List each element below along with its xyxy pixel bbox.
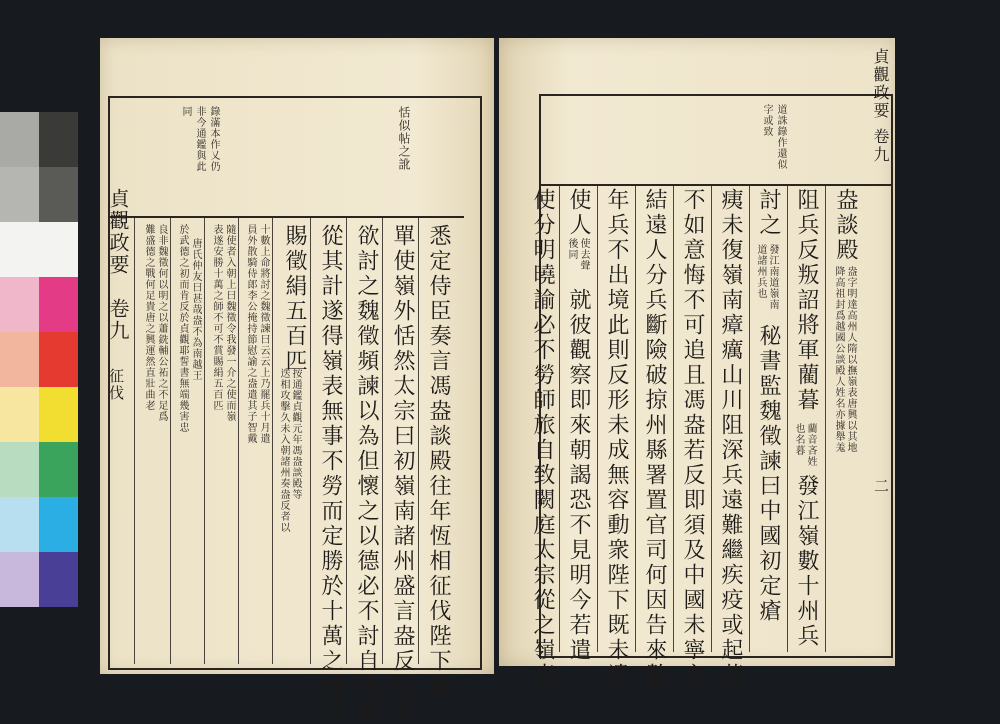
left-commentary-10: 難盛德之戰何足貴唐之興運然直壯曲老 [143, 224, 154, 411]
left-header-note-3: 非今通鑑與此 [194, 106, 205, 172]
left-text-column-2: 單使嶺外恬然太宗曰初嶺南諸州盛言盎反朕必 [390, 224, 415, 724]
right-text-column-5: 不如意悔不可追且馮盎若反即須及中國未寧交 [680, 188, 705, 688]
left-commentary-7: 唐氏仲友曰甚哉盎不為南越王 [190, 238, 201, 381]
color-swatch [0, 112, 39, 167]
column-rule [238, 218, 239, 664]
left-center-volume: 卷九 [106, 298, 130, 342]
color-swatch [0, 442, 39, 497]
column-rule [711, 186, 712, 652]
column-rule [272, 218, 273, 664]
column-rule [825, 186, 826, 652]
color-swatch [39, 332, 78, 387]
right-inline-note-3a: 發江南道嶺南 [767, 244, 778, 310]
right-page [499, 38, 895, 688]
column-rule [134, 218, 135, 664]
right-inline-note-1a: 盎字明達高州人隋以撫嶺表唐興以其地 [845, 266, 856, 453]
right-text-column-2: 阻兵反叛詔將軍藺暮 [794, 188, 819, 413]
right-inline-note-8a: 使去聲 [578, 238, 589, 271]
column-rule [749, 186, 750, 652]
left-commentary-8: 於武德之初而肯反於貞觀耶誓書無端幾害忠 [177, 224, 188, 433]
left-commentary-4: 員外散騎侍郎李公掩持節慰諭之盎遣其子智戴 [245, 224, 256, 444]
color-swatch [0, 387, 39, 442]
left-text-column-1: 悉定侍臣奏言馮盎談殿往年恆相征伐陛下發一 [426, 224, 451, 724]
right-text-column-7: 年兵不出境此則反形未成無容動衆陛下既未遣 [604, 188, 629, 688]
color-swatch [39, 112, 78, 167]
right-text-column-2-tail: 發江嶺數十州兵 [794, 474, 819, 649]
left-header-rule [108, 216, 464, 218]
color-swatch [0, 497, 39, 552]
color-swatch [39, 222, 78, 277]
left-page [100, 38, 494, 724]
left-center-section: 征伐 [107, 368, 125, 402]
left-commentary-2: 迭相攻擊久未入朝諸州奏盎反者以 [278, 368, 289, 533]
column-rule [597, 186, 598, 652]
column-rule [382, 218, 383, 664]
right-header-note-2: 字或致 [761, 104, 772, 137]
left-header-note-2: 錄滿本作乂仍 [208, 106, 219, 172]
right-header-rule [539, 184, 891, 186]
left-commentary-9: 良非魏徵何以明之以蕭銑輔公祏之不足爲 [156, 224, 167, 422]
right-inline-note-8b: 後同 [566, 238, 577, 260]
color-swatch [39, 167, 78, 222]
left-text-column-4: 從其計遂得嶺表無事不勞而定勝於十萬之師乃 [318, 224, 343, 724]
left-text-column-3: 欲討之魏徵頻諫以為但懷之以德必不討自來既 [354, 224, 379, 724]
right-header-note-1: 道誅錄作還似 [775, 104, 786, 170]
right-text-column-3-tail: 秘書監魏徵諫曰中國初定瘡 [756, 324, 781, 624]
column-rule [310, 218, 311, 664]
right-center-volume: 卷九 [871, 128, 890, 164]
color-swatch [0, 167, 39, 222]
right-inline-note-3b: 道諸州兵也 [755, 244, 766, 299]
left-text-column-5: 賜徵絹五百匹 [282, 224, 307, 374]
right-text-column-1: 盎談殿 [833, 188, 858, 263]
column-rule [170, 218, 171, 664]
left-header-note-1: 恬似帖之訛 [397, 106, 411, 171]
color-swatch [39, 442, 78, 497]
right-inline-note-2b: 也名暮 [793, 423, 804, 456]
column-rule [204, 218, 205, 664]
left-commentary-6: 表遂安勝十萬之師不可不賞賜絹五百匹 [211, 224, 222, 411]
column-rule [673, 186, 674, 652]
right-text-column-6: 結遠人分兵斷險破掠州縣署置官司何因告來數 [642, 188, 667, 688]
color-swatch [0, 332, 39, 387]
right-text-column-8: 使人 [566, 188, 591, 238]
left-commentary-5: 隨使者入朝上曰魏徵令我發一介之使而嶺 [224, 224, 235, 422]
right-text-column-4: 痍未復嶺南瘴癘山川阻深兵遠難繼疾疫或起若 [718, 188, 743, 688]
right-text-column-9: 使分明曉諭必不勞師旅自致闕庭太宗從之嶺表 [530, 188, 555, 688]
color-swatch [39, 387, 78, 442]
color-swatch [0, 222, 39, 277]
page-number: 二 [872, 478, 890, 495]
color-swatch [0, 552, 39, 607]
color-swatch [39, 552, 78, 607]
left-center-title: 貞觀政要 [106, 188, 130, 276]
column-rule [346, 218, 347, 664]
right-text-column-8-tail: 就彼觀察即來朝謁恐不見明今若遣 [566, 288, 591, 663]
column-rule [635, 186, 636, 652]
color-swatch [39, 277, 78, 332]
right-inline-note-1b: 降高祖封爲越國公談殿人姓名亦據舉羗 [833, 266, 844, 453]
column-rule [418, 218, 419, 664]
left-commentary-3: 十數上命將討之魏徵諫曰云云上乃罷兵十月遣 [258, 224, 269, 444]
column-rule [787, 186, 788, 652]
right-center-title: 貞觀政要 [871, 48, 890, 120]
left-header-note-4: 同 [180, 106, 191, 117]
color-swatch [0, 277, 39, 332]
color-swatch [39, 497, 78, 552]
column-rule [559, 186, 560, 652]
right-inline-note-2a: 藺音吝姓 [805, 423, 816, 467]
right-text-column-3: 討之 [756, 188, 781, 238]
left-commentary-1: 按通鑑貞觀元年馮盎談殿等 [290, 368, 301, 500]
